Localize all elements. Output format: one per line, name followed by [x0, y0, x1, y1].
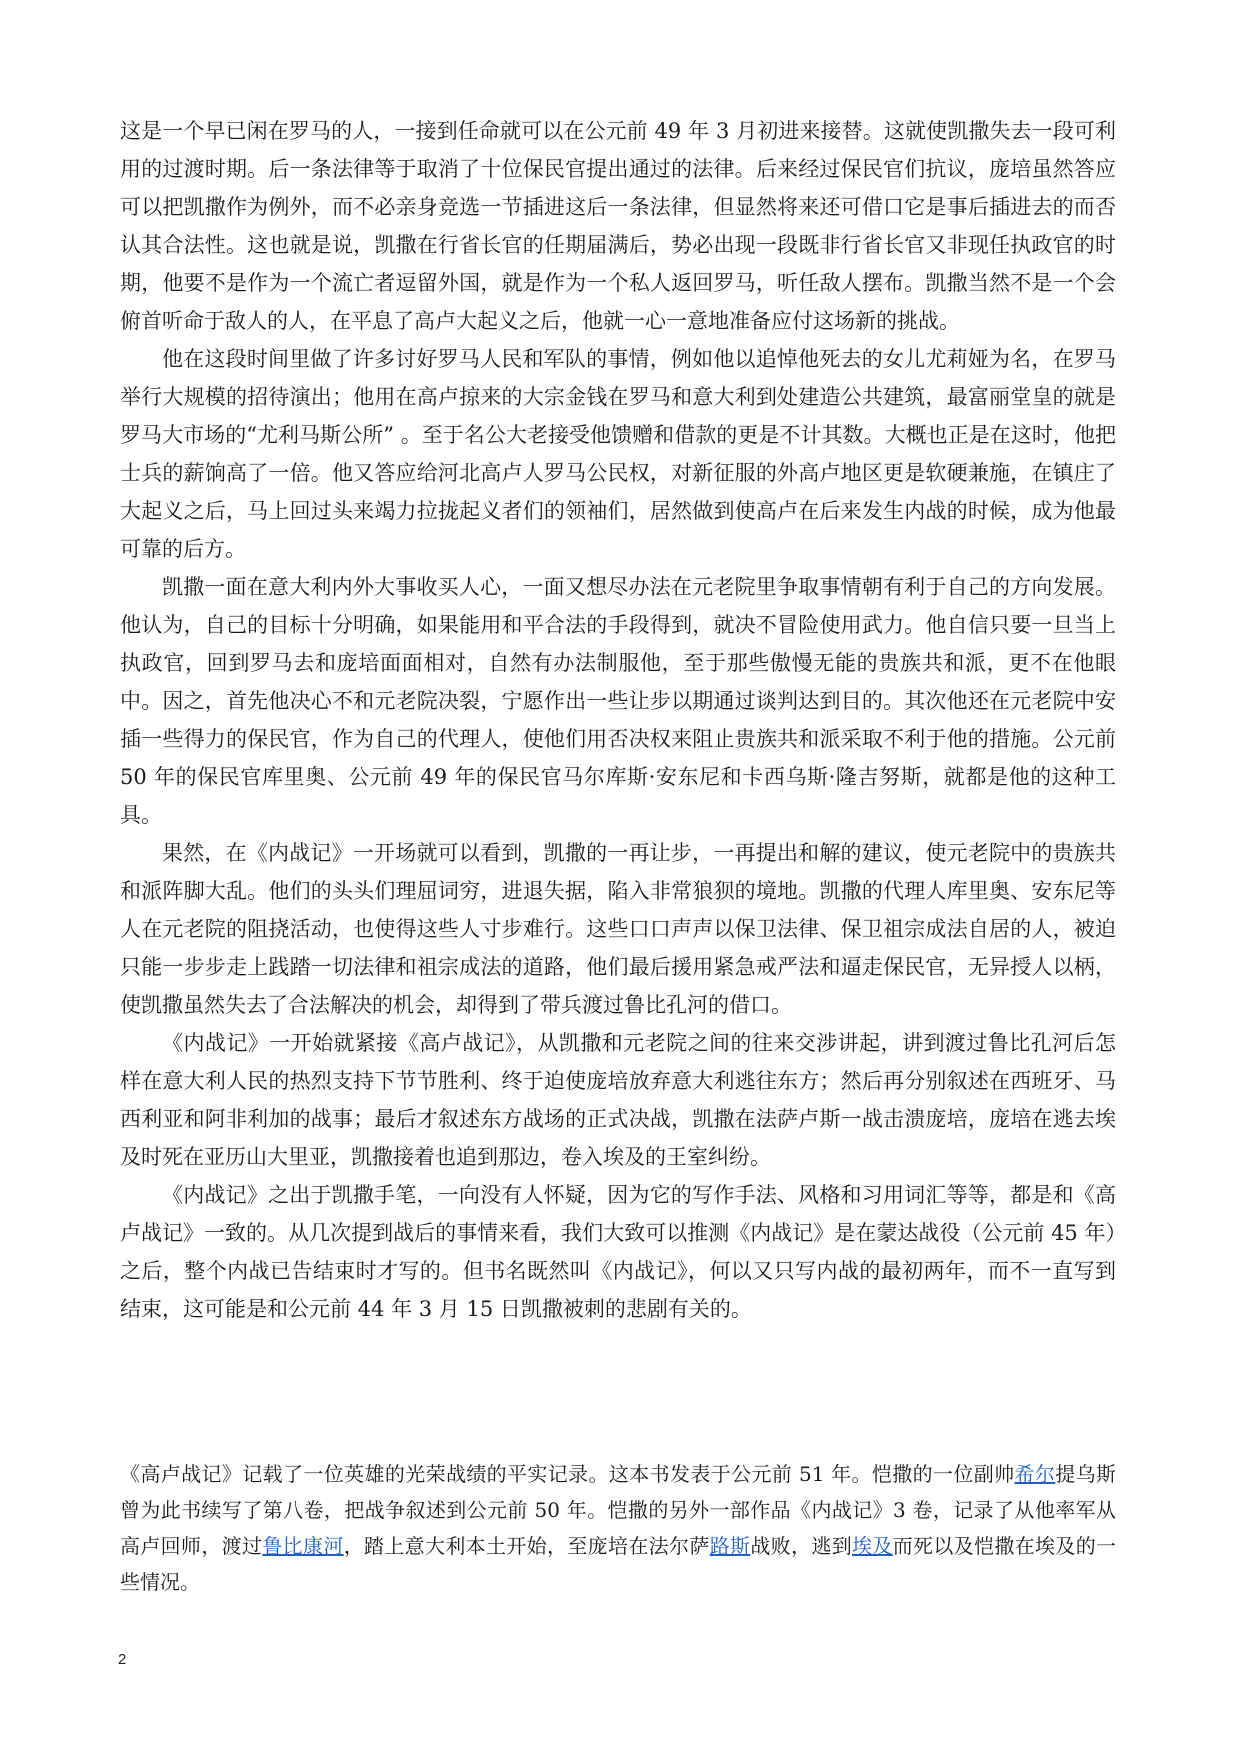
link-xierti[interactable]: 希尔: [1014, 1462, 1056, 1486]
paragraph: 这是一个早已闲在罗马的人，一接到任命就可以在公元前 49 年 3 月初进来接替。这就使凯撒失去一段可利用的过渡时期。后一条法律等于取消了十位保民官提出通过的法律。后来经过保民官们抗议，庞培虽然答应可以把凯撒作为例外，而不必亲身竞选一节插进这后一条法律，但显然将来还可借口它是事后插进去的而否认其合法性。这也就是说，凯撒在行省长官的任期届满后，势必出现一段既非行省长官又非现任执政官的时期，他要不是作为一个流亡者逗留外国，就是作为一个私人返回罗马，听任敌人摆布。凯撒当然不是一个会俯首听命于敌人的人，在平息了高卢大起义之后，他就一心一意地准备应付这场新的挑战。: [120, 119, 1116, 333]
paragraph: 果然，在《内战记》一开场就可以看到，凯撒的一再让步，一再提出和解的建议，使元老院中的贵族共和派阵脚大乱。他们的头头们理屈词穷，进退失据，陷入非常狼狈的境地。凯撒的代理人库里奥、安东尼等人在元老院的阻挠活动，也使得这些人寸步难行。这些口口声声以保卫法律、保卫祖宗成法自居的人，被迫只能一步步走上践踏一切法律和祖宗成法的道路，他们最后援用紧急戒严法和逼走保民官，无异授人以柄，使凯撒虽然失去了合法解决的机会，却得到了带兵渡过鲁比孔河的借口。: [120, 841, 1116, 1017]
note-segment: 《高卢战记》记载了一位英雄的光荣战绩的平实记录。这本书发表于公元前 51 年。恺撒的一位副帅: [120, 1462, 1015, 1486]
note-segment: 而死以及恺撒在埃及的一些情况。: [120, 1534, 1117, 1594]
paragraph: 《内战记》一开始就紧接《高卢战记》，从凯撒和元老院之间的往来交涉讲起，讲到渡过鲁比孔河后怎样在意大利人民的热烈支持下节节胜利、终于迫使庞培放弃意大利逃往东方；然后再分别叙述在西班牙、马西利亚和阿非利加的战事；最后才叙述东方战场的正式决战，凯撒在法萨卢斯一战击溃庞培，庞培在逃去埃及时死在亚历山大里亚，凯撒接着也追到那边，卷入埃及的王室纠纷。: [120, 1031, 1116, 1169]
paragraph: 凯撒一面在意大利内外大事收买人心，一面又想尽办法在元老院里争取事情朝有利于自己的方向发展。他认为，自己的目标十分明确，如果能用和平合法的手段得到，就决不冒险使用武力。他自信只要一旦当上执政官，回到罗马去和庞培面面相对，自然有办法制服他，至于那些傲慢无能的贵族共和派，更不在他眼中。因之，首先他决心不和元老院决裂，宁愿作出一些让步以期通过谈判达到目的。其次他还在元老院中安插一些得力的保民官，作为自己的代理人，使他们用否决权来阻止贵族共和派采取不利于他的措施。公元前 50 年的保民官库里奥、公元前 49 年的保民官马尔库斯·安东尼和卡西乌斯·隆吉努斯，就都是他的这种工具。: [120, 575, 1116, 827]
note-segment: 战败，逃到: [750, 1534, 853, 1558]
paragraph: 《内战记》之出于凯撒手笔，一向没有人怀疑，因为它的写作手法、风格和习用词汇等等，都是和《高卢战记》一致的。从几次提到战后的事情来看，我们大致可以推测《内战记》是在蒙达战役（公元前 45 年）之后，整个内战已告结束时才写的。但书名既然叫《内战记》，何以又只写内战的最初两年，而不一直写到结束，这可能是和公元前 44 年 3 月 15 日凯撒被刺的悲剧有关的。: [120, 1183, 1116, 1321]
note-text: [120, 1456, 1116, 1600]
page-number: 2: [118, 1651, 127, 1668]
body-text: [120, 112, 1116, 1328]
link-egypt[interactable]: 埃及: [852, 1534, 893, 1558]
link-rubicon[interactable]: 鲁比康河: [262, 1534, 344, 1558]
note-paragraph: [120, 1456, 1116, 1600]
paragraph: 他在这段时间里做了许多讨好罗马人民和军队的事情，例如他以追悼他死去的女儿尤莉娅为名，在罗马举行大规模的招待演出；他用在高卢掠来的大宗金钱在罗马和意大利到处建造公共建筑，最富丽堂皇的就是罗马大市场的“尤利马斯公所” 。至于名公大老接受他馈赠和借款的更是不计其数。大概也正是在这时，他把士兵的薪饷高了一倍。他又答应给河北高卢人罗马公民权，对新征服的外高卢地区更是软硬兼施，在镇庄了大起义之后，马上回过头来竭力拉拢起义者们的领袖们，居然做到使高卢在后来发生内战的时候，成为他最可靠的后方。: [120, 347, 1116, 561]
link-lusi[interactable]: 路斯: [709, 1534, 751, 1558]
note-segment: ，踏上意大利本土开始，至庞培在法尔萨: [343, 1534, 710, 1558]
note-segment: 提乌斯曾为此书续写了第八卷，把战争叙述到公元前 50 年。恺撒的另外一部作品《内战记》3 卷，记录了从他率军从高卢回师，渡过: [120, 1462, 1117, 1558]
